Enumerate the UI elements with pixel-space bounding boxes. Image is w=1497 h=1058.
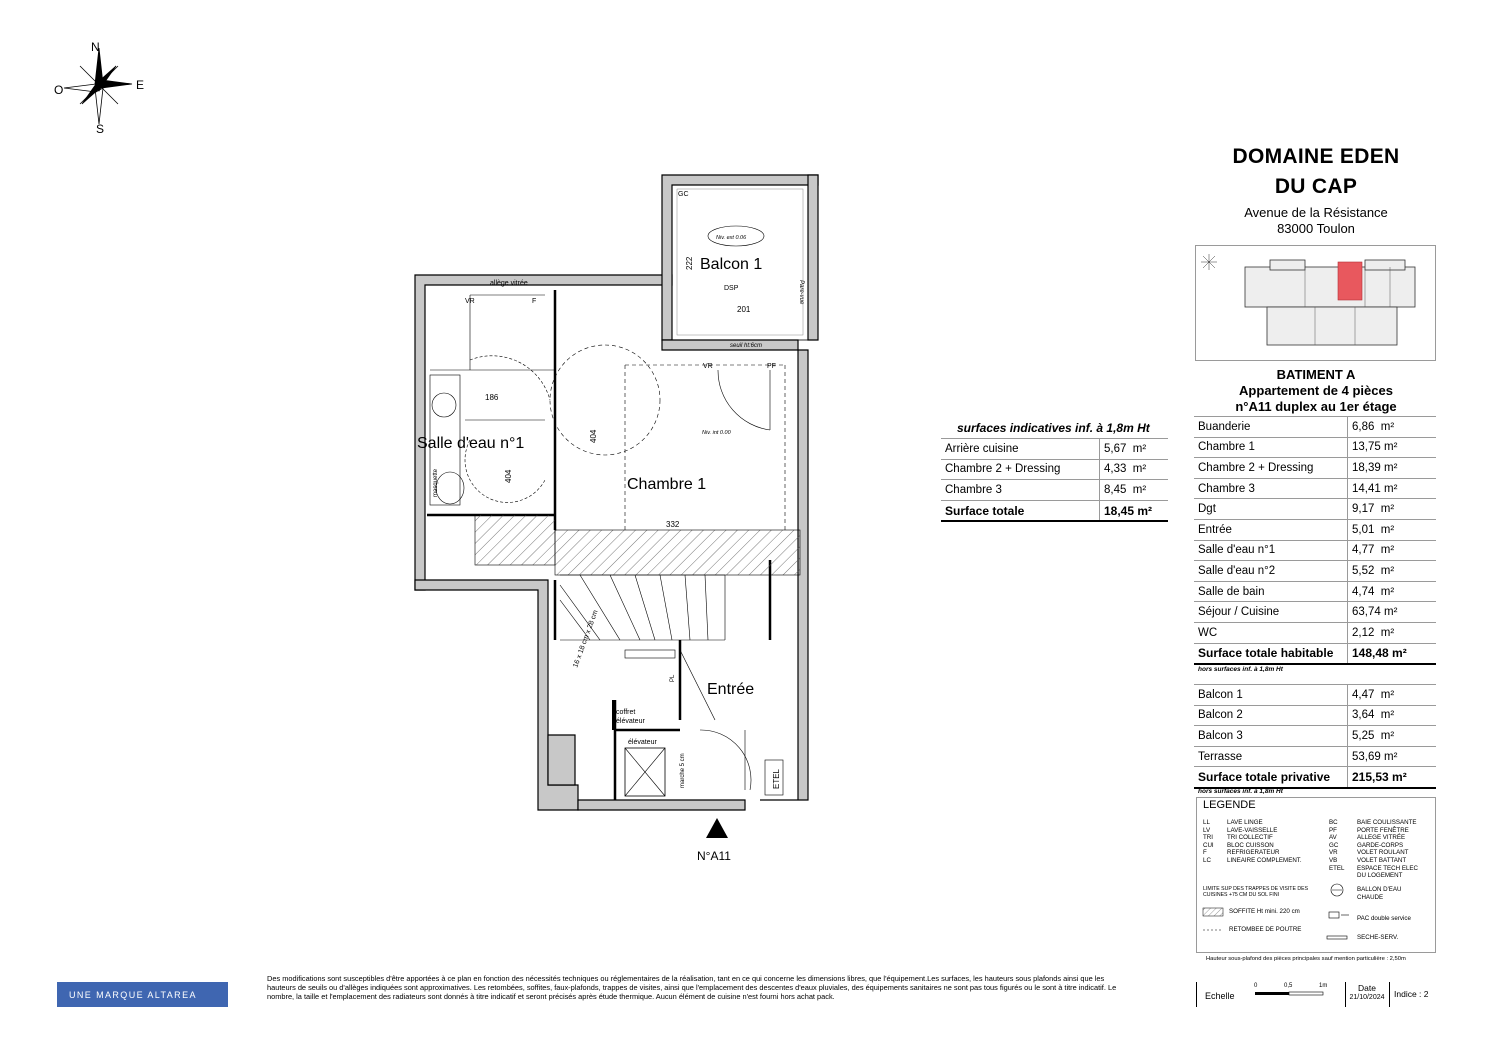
plan-vr2: VR	[703, 363, 713, 370]
plan-vr1: VR	[465, 298, 475, 305]
brand-logo-icon	[245, 986, 261, 1004]
legend-left-codes: LL LV TRI CUI F LC	[1203, 819, 1214, 864]
key-plan	[1195, 245, 1436, 361]
table-row: Dgt 9,17 m²	[1194, 499, 1436, 520]
scale-1m: 1m	[1319, 983, 1328, 989]
disclaimer: Des modifications sont susceptibles d'être apportées à ce plan en fonction des nécessités techniques ou réglementaires de la réalisation, tant en ce qui concerne les dimensions libres, que l'équipement.Les surfaces, les hauteurs sous plafonds ainsi que les hauteurs de seuils ou d'allèges indiquées sont approximatives. Les retombées, soffites, faux-plafonds, trappes de visites, ainsi que l'emplacement des descentes d'eaux pluviales, des équipements sanitaires ne sont pas tous figurés ou le sont à titre indicatif. Le nombre, la taille et l'emplacement des radiateurs sont donnés à titre indicatif et seront précisés après étude thermique. Aucun élément de cuisine n'est fourni hors achat pack.	[267, 974, 1117, 1001]
plan-balcon-label: Balcon 1	[700, 256, 763, 273]
building-line-2: Appartement de 4 pièces	[1239, 383, 1393, 398]
table-row: Balcon 1 4,47 m²	[1194, 685, 1436, 706]
table-row: Salle d'eau n°1 4,77 m²	[1194, 540, 1436, 561]
plan-allege: allège vitrée	[490, 280, 528, 287]
scale-05: 0,5	[1284, 983, 1293, 989]
compass-rose	[50, 36, 150, 136]
ceiling-note: Hauteur sous-plafond des pièces principales sauf mention particulière : 2,50m	[1206, 956, 1406, 962]
table-row: WC 2,12 m²	[1194, 622, 1436, 643]
plan-marche: marche 5 cm	[680, 753, 686, 788]
plan-seuil: seuil ht:6cm	[730, 343, 763, 349]
date-label: Date	[1358, 983, 1376, 993]
building-line-3: n°A11 duplex au 1er étage	[1235, 399, 1397, 414]
legend-box	[1196, 797, 1436, 953]
footer-scale	[1196, 982, 1335, 1007]
rooms-table	[1194, 416, 1436, 665]
date-value: 21/10/2024	[1349, 994, 1385, 1001]
plan-coffret: coffret élévateur	[616, 709, 645, 725]
compass-o: O	[54, 83, 64, 97]
legend-right-texts: BAIE COULISSANTE PORTE FENÊTRE ALLEGE VITRÉE GARDE-CORPS VOLET ROULANT VOLET BATTANT ESPACE TECH ELEC DU LOGEMENT	[1357, 819, 1418, 880]
floor-plan	[400, 170, 840, 870]
table-row: Balcon 3 5,25 m²	[1194, 726, 1436, 747]
legend-ballon: BALLON D'EAU CHAUDE	[1357, 886, 1402, 901]
low-surfaces-table	[941, 438, 1168, 522]
table-row: Séjour / Cuisine 63,74 m²	[1194, 602, 1436, 623]
table-row: Salle d'eau n°2 5,52 m²	[1194, 561, 1436, 582]
plan-elevateur: élévateur	[628, 739, 657, 746]
indice-value: Indice : 2	[1394, 989, 1429, 999]
scale-0: 0	[1254, 983, 1258, 989]
legend-limit-note: LIMITE SUP DES TRAPPES DE VISITE DES CUISINES +75 CM DU SOL FINI	[1203, 886, 1309, 898]
scale-label: Echelle	[1205, 991, 1235, 1001]
footer-indice	[1389, 982, 1437, 1007]
plan-pl: PL	[670, 674, 676, 682]
table-row: Chambre 2 + Dressing 18,39 m²	[1194, 458, 1436, 479]
table-row: Salle de bain 4,74 m²	[1194, 581, 1436, 602]
table-total-row: Surface totale 18,45 m²	[941, 500, 1168, 521]
table-row: Entrée 5,01 m²	[1194, 519, 1436, 540]
table-row: Arrière cuisine 5,67 m²	[941, 439, 1168, 460]
table-total-row: Surface totale privative 215,53 m²	[1194, 767, 1436, 788]
low-surfaces-title: surfaces indicatives inf. à 1,8m Ht	[957, 421, 1150, 435]
plan-dim-404b: 404	[504, 469, 513, 483]
table-row: Buanderie 6,86 m²	[1194, 417, 1436, 438]
plan-niv-ext: Niv. ext 0.06	[716, 235, 747, 241]
plan-pf: PF	[767, 363, 776, 370]
compass-n: N	[91, 40, 100, 54]
plan-gc: GC	[678, 191, 689, 198]
plan-apt-label: N°A11	[697, 849, 731, 863]
plan-dim-201: 201	[737, 305, 751, 314]
legend-seche: SECHE-SERV.	[1357, 934, 1399, 941]
project-title-2: DU CAP	[1274, 175, 1358, 198]
legend-title: LEGENDE	[1203, 799, 1256, 811]
plan-niv-int: Niv. int 0.00	[702, 430, 731, 436]
outdoor-note: hors surfaces inf. à 1,8m Ht	[1198, 788, 1283, 795]
plan-dim-186: 186	[485, 393, 499, 402]
outdoor-table	[1194, 684, 1436, 789]
table-row: Terrasse 53,69 m²	[1194, 746, 1436, 767]
plan-salle-eau-label: Salle d'eau n°1	[417, 435, 525, 452]
building-line-1: BATIMENT A	[1276, 367, 1356, 382]
legend-left-texts: LAVE LINGE LAVE-VAISSELLE TRI COLLECTIF BLOC CUISSON REFRIGERATEUR LINEAIRE COMPLEMENT.	[1227, 819, 1302, 864]
plan-dim-332: 332	[666, 520, 680, 529]
plan-f: F	[532, 298, 537, 305]
table-total-row: Surface totale habitable 148,48 m²	[1194, 643, 1436, 664]
footer-date	[1345, 982, 1388, 1007]
plan-dim-222: 222	[685, 256, 694, 270]
legend-pac: PAC double service	[1357, 915, 1411, 922]
plan-masquette: masquette	[433, 468, 439, 497]
plan-dim-404a: 404	[589, 429, 598, 443]
scale-bar	[1255, 991, 1327, 997]
plan-pare-vue: Pare-vue	[798, 280, 804, 305]
table-row: Chambre 2 + Dressing 4,33 m²	[941, 459, 1168, 480]
brand-banner	[57, 982, 228, 1007]
project-title-1: DOMAINE EDEN	[1232, 145, 1400, 168]
table-row: Balcon 2 3,64 m²	[1194, 705, 1436, 726]
compass-e: E	[136, 78, 145, 92]
table-row: Chambre 1 13,75 m²	[1194, 437, 1436, 458]
address-line-2: 83000 Toulon	[1277, 221, 1355, 236]
key-plan-highlight	[1338, 262, 1362, 300]
address-line-1: Avenue de la Résistance	[1244, 205, 1388, 220]
plan-chambre-label: Chambre 1	[627, 476, 707, 493]
plan-entree-label: Entrée	[707, 681, 755, 698]
brand-label: UNE MARQUE ALTAREA	[69, 990, 197, 1000]
plan-stairs: 16 x 18 cm x 28 cm	[572, 609, 600, 669]
plan-etel: ETEL	[772, 768, 781, 789]
rooms-note: hors surfaces inf. à 1,8m Ht	[1198, 666, 1283, 673]
legend-symbols-left	[1201, 906, 1227, 946]
plan-dsp: DSP	[724, 285, 739, 292]
compass-s: S	[96, 122, 105, 136]
legend-soffite: SOFFITE Ht mini. 220 cm	[1229, 908, 1300, 915]
table-row: Chambre 3 8,45 m²	[941, 480, 1168, 501]
legend-symbols-right	[1323, 882, 1355, 946]
table-row: Chambre 3 14,41 m²	[1194, 478, 1436, 499]
legend-right-codes: BC PF AV GC VR VB ETEL	[1329, 819, 1345, 872]
legend-retombee: RETOMBEE DE POUTRE	[1229, 926, 1302, 933]
